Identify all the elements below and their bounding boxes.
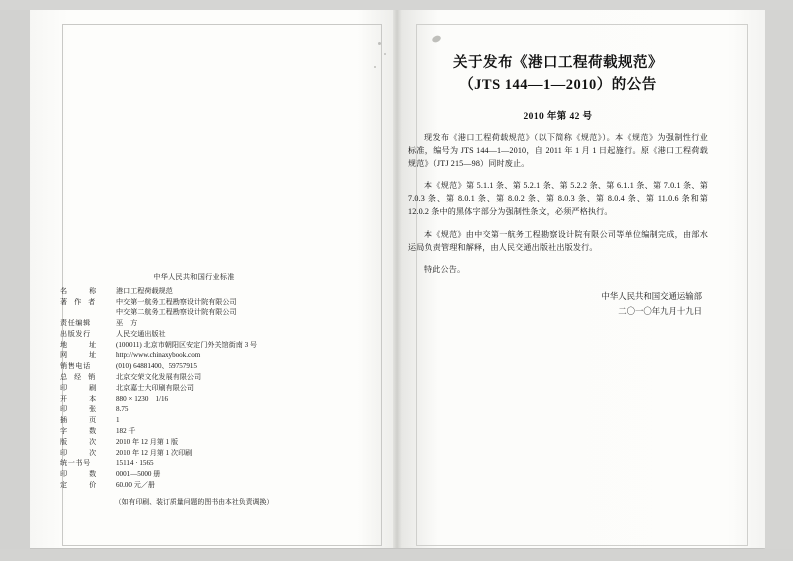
colophon-value: (010) 64881400、59757915 <box>116 362 197 371</box>
announcement-title-line1: 关于发布《港口工程荷载规范》 <box>453 55 663 71</box>
colophon-value: 人民交通出版社 <box>116 329 166 338</box>
colophon-value: 北京交荣文化发展有限公司 <box>116 373 202 382</box>
colophon-label: 著 作 者 <box>60 297 98 306</box>
colophon-label: 统一书号 <box>60 459 91 468</box>
colophon-value: 15114 · 1565 <box>116 459 154 468</box>
scan-edge-top <box>0 0 793 10</box>
announcement-title-line2: （JTS 144—1—2010）的公告 <box>459 77 657 94</box>
colophon-label: 版 次 <box>60 437 99 446</box>
colophon-row <box>60 383 328 394</box>
colophon-value: http://www.chinaxybook.com <box>116 351 201 360</box>
colophon-row <box>60 340 328 351</box>
colophon-value: 1 <box>116 416 120 425</box>
colophon-value: 2010 年 12 月第 1 版 <box>116 437 179 446</box>
colophon-label: 印 张 <box>60 405 99 414</box>
signature-organization: 中华人民共和国交通运输部 <box>601 291 702 301</box>
colophon-label: 字 数 <box>60 426 99 435</box>
colophon-label: 总 经 销 <box>60 373 98 382</box>
colophon-row <box>60 329 328 340</box>
colophon-value: 880 × 1230 1/16 <box>116 394 169 403</box>
colophon-value-continued: 中交第二航务工程勘察设计院有限公司 <box>116 308 237 317</box>
colophon-row <box>60 286 328 297</box>
colophon-block <box>60 272 328 508</box>
colophon-label: 销售电话 <box>60 362 91 371</box>
announcement-paragraph-1: 现发布《港口工程荷载规范》（以下简称《规范》）。本《规范》为强制性行业标准，编号为 JTS 144—1—2010，自 2011 年 1 月 1 日起施行。原《港口工程荷载规范》（JTJ 215—98）同时废止。 <box>408 132 708 169</box>
colophon-row <box>60 458 328 469</box>
colophon-label: 印 次 <box>60 448 99 457</box>
colophon-value: (100011) 北京市朝阳区安定门外关馆街南 3 号 <box>116 340 258 349</box>
colophon-label: 开 本 <box>60 394 99 403</box>
colophon-value: 港口工程荷载规范 <box>116 286 173 295</box>
colophon-value: 2010 年 12 月第 1 次印刷 <box>116 448 193 457</box>
colophon-row <box>60 297 328 308</box>
colophon-label: 印 数 <box>60 470 99 479</box>
colophon-row <box>60 448 328 459</box>
announcement-paragraph-3: 本《规范》由中交第一航务工程勘察设计院有限公司等单位编制完成，由部水运局负责管理和解释，由人民交通出版社出版发行。 <box>408 229 708 252</box>
colophon-row <box>60 480 328 491</box>
signature-date: 二〇一〇年九月十九日 <box>618 306 702 316</box>
colophon-value: 60.00 元／册 <box>116 480 156 489</box>
colophon-row <box>60 415 328 426</box>
scan-edge-bottom <box>0 549 793 561</box>
scan-speck <box>378 42 381 45</box>
colophon-row <box>60 361 328 372</box>
colophon-row <box>60 437 328 448</box>
announcement-signature <box>408 290 708 319</box>
colophon-row <box>60 318 328 329</box>
colophon-label: 出版发行 <box>60 329 91 338</box>
colophon-footnote: （如有印刷、装订质量问题的图书由本社负责调换） <box>114 498 274 506</box>
colophon-value: 中交第一航务工程勘察设计院有限公司 <box>116 297 237 306</box>
colophon-value: 巫 方 <box>116 319 138 328</box>
scan-speck <box>374 66 376 68</box>
colophon-label: 印 刷 <box>60 383 99 392</box>
scan-speck <box>384 53 386 55</box>
colophon-row <box>60 350 328 361</box>
colophon-row <box>60 372 328 383</box>
scan-edge-right <box>765 0 793 561</box>
colophon-value: 8.75 <box>116 405 129 414</box>
book-gutter <box>393 8 402 548</box>
scan-edge-left <box>0 0 30 561</box>
colophon-label: 名 称 <box>60 286 99 295</box>
colophon-label: 责任编辑 <box>60 319 91 328</box>
colophon-value: 182 千 <box>116 426 136 435</box>
colophon-row <box>60 469 328 480</box>
colophon-label: 插 页 <box>60 416 99 425</box>
announcement-block <box>408 52 708 319</box>
colophon-row <box>60 426 328 437</box>
colophon-label: 地 址 <box>60 340 99 349</box>
announcement-doc-number: 2010 年第 42 号 <box>523 111 593 122</box>
colophon-value: 北京嘉士大印刷有限公司 <box>116 383 195 392</box>
colophon-standard-header: 中华人民共和国行业标准 <box>153 273 235 281</box>
announcement-title <box>408 52 708 97</box>
colophon-row <box>60 404 328 415</box>
announcement-paragraph-2: 本《规范》第 5.1.1 条、第 5.2.1 条、第 5.2.2 条、第 6.1.1 条、第 7.0.1 条、第 7.0.3 条、第 8.0.1 条、第 8.0.2 条、第 8.0.3 条、第 8.0.4 条、第 11.0.6 条和第 12.0.2 条中的黑体字部分为强制性条文，必须严格执行。 <box>408 181 708 217</box>
colophon-label: 定 价 <box>60 480 99 489</box>
colophon-row <box>60 394 328 405</box>
colophon-label: 网 址 <box>60 351 99 360</box>
colophon-value: 0001—5000 册 <box>116 470 161 479</box>
announcement-paragraph-4: 特此公告。 <box>424 264 466 274</box>
